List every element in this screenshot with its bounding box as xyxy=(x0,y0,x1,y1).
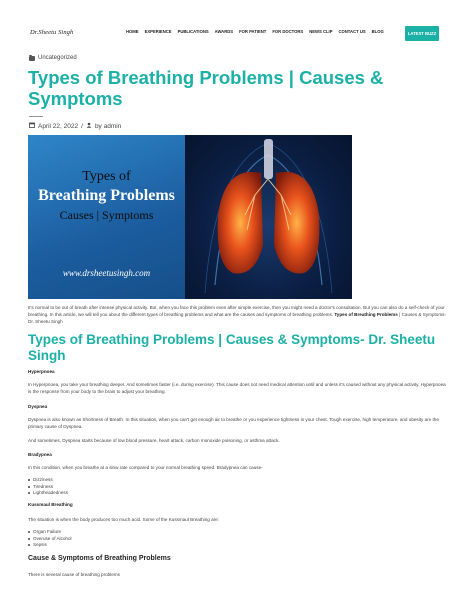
list-item-text: Sepsis xyxy=(33,542,47,547)
nav-home[interactable]: HOME xyxy=(126,29,139,34)
intro-bold: Types of Breathing Problems xyxy=(334,312,398,317)
site-logo[interactable]: Dr.Sheetu Singh xyxy=(30,29,74,36)
user-icon xyxy=(86,122,92,130)
nav-for-patient[interactable]: FOR PATIENT xyxy=(239,29,267,34)
featured-line-1: Types of xyxy=(82,169,131,184)
featured-url: www.drsheetusingh.com xyxy=(62,268,151,278)
intro-tail: | Causes & Symptoms- Dr. Sheetu Singh xyxy=(28,312,446,324)
site-header xyxy=(0,0,474,52)
dyspnea-paragraph: Dyspnea is also known as Shortness of Breath. In this situation, when you can't get enough air to breathe or you experience tightness in your chest. Tough exercise, high temperature, and obesity are the primary cause of Dyspnea. xyxy=(28,417,439,429)
folder-icon xyxy=(29,56,35,61)
kussmaul-heading: Kussmaul Breathing xyxy=(28,502,73,507)
post-title: Types of Breathing Problems | Causes & Symptoms xyxy=(28,67,384,109)
featured-line-3: Causes | Symptoms xyxy=(59,208,154,222)
intro-text: It's normal to be out of breath after intense physical activity. But, when you face this problem even after simple exercise, then you might need a doctor's consultation. But you can also do a self-check of your breathing. In this article, we will tell you about the different types of breathing problems and what are the causes and symptoms of breathing problems. xyxy=(28,305,445,317)
hyperpnoea-heading: Hyperpnoea xyxy=(28,369,55,374)
nav-for-doctors[interactable]: FOR DOCTORS xyxy=(272,29,304,34)
bradypnea-heading: Bradypnea xyxy=(28,452,52,457)
dyspnea-paragraph-2: And sometimes, Dyspnea starts because of low blood pressure, heart attack, carbon monoxide poisoning, or asthma attack. xyxy=(28,438,280,443)
nav-awards[interactable]: AWARDS xyxy=(214,29,234,34)
list-item-text: Overuse of Alcohol xyxy=(33,535,72,541)
list-item-text: Lightheadedness xyxy=(33,490,68,495)
nav-blog[interactable]: BLOG xyxy=(371,29,384,34)
nav-experience[interactable]: EXPERIENCE xyxy=(144,29,172,34)
bradypnea-paragraph: In this condition, when you breathe at a slow rate compared to your normal breathing speed. Bradypnea can cause- xyxy=(28,465,263,470)
post-date[interactable]: April 22, 2022 xyxy=(38,122,79,130)
latest-buzz-button[interactable]: LATEST BUZZ xyxy=(405,26,439,41)
bullet-icon xyxy=(28,479,30,481)
nav-news-clip[interactable]: NEWS CLIP xyxy=(309,29,333,34)
list-item-text: Tiredness xyxy=(33,483,53,489)
featured-image xyxy=(28,135,352,299)
kussmaul-list xyxy=(28,529,72,549)
nav-contact-us[interactable]: CONTACT US xyxy=(338,29,366,34)
hyperpnoea-paragraph: In Hyperpnoea, you take your breathing deeper. And sometimes faster (i.e. during exercise). This cause does not need medical attention until and unless it's caused without any physical activity. Hyperpnoea is the response from your body to the brain to adjust your breathing. xyxy=(28,382,446,394)
section-heading: Types of Breathing Problems | Causes & Symptoms- Dr. Sheetu Singh xyxy=(28,332,436,363)
kussmaul-paragraph: The situation is when the body produces too much acid. Some of the Kussmaul Breathing are: xyxy=(28,517,220,522)
dyspnea-heading: Dyspnea xyxy=(28,404,48,409)
causes-heading: Cause & Symptoms of Breathing Problems xyxy=(28,555,171,562)
post-author[interactable]: by admin xyxy=(94,122,122,130)
list-item xyxy=(28,490,68,497)
list-item xyxy=(28,542,72,549)
list-item-text: Organ Failure xyxy=(33,529,62,534)
meta-separator: / xyxy=(81,122,83,130)
post-meta xyxy=(29,122,124,130)
main-nav xyxy=(126,29,390,34)
bullet-icon xyxy=(28,544,30,546)
bullet-icon xyxy=(28,486,30,488)
nav-publications[interactable]: PUBLICATIONS xyxy=(177,29,209,34)
category-link[interactable]: Uncategorized xyxy=(38,55,77,61)
featured-banner xyxy=(28,135,185,299)
bullet-icon xyxy=(28,538,30,540)
title-divider xyxy=(29,116,43,117)
featured-line-2: Breathing Problems xyxy=(38,187,175,204)
lungs-illustration xyxy=(185,135,352,299)
list-item-text: Dizziness xyxy=(33,477,53,482)
intro-paragraph xyxy=(28,304,448,325)
bullet-icon xyxy=(28,492,30,494)
post-category xyxy=(29,55,77,61)
calendar-icon xyxy=(29,122,35,130)
bullet-icon xyxy=(28,531,30,533)
bradypnea-list xyxy=(28,477,68,497)
causes-paragraph: There is several cause of breathing problems xyxy=(28,572,120,577)
